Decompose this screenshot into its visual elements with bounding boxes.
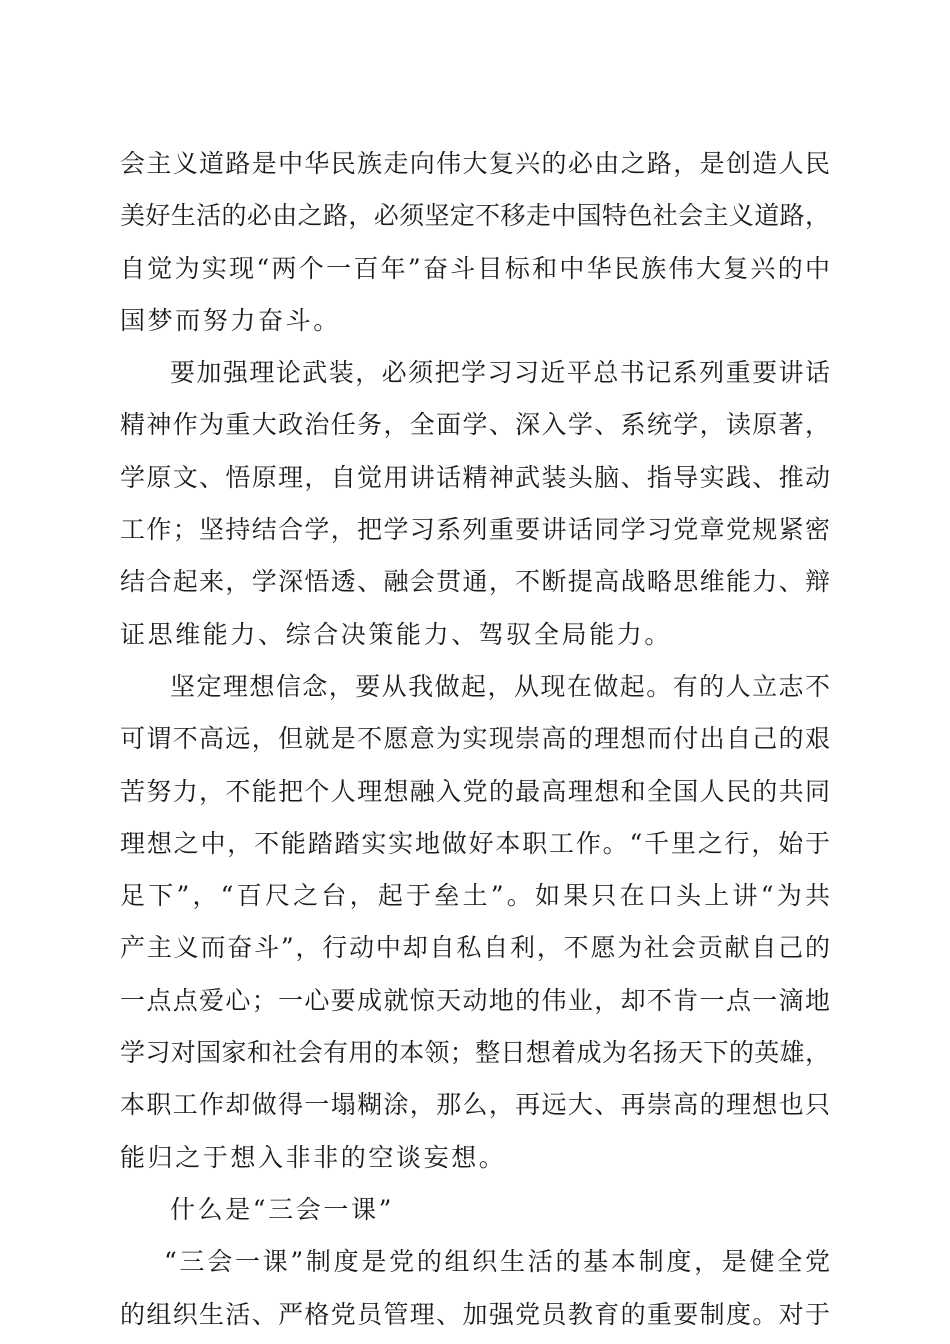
paragraph-2-line-4: 工作；坚持结合学，把学习系列重要讲话同学习党章党规紧密 <box>120 515 830 545</box>
paragraph-2-line-3: 学原文、悟原理，自觉用讲话精神武装头脑、指导实践、推动 <box>120 462 830 492</box>
section-heading: 什么是“三会一课” <box>170 1194 394 1224</box>
paragraph-2-line-6: 证思维能力、综合决策能力、驾驭全局能力。 <box>120 619 673 649</box>
paragraph-1-line-1: 会主义道路是中华民族走向伟大复兴的必由之路，是创造人民 <box>120 149 830 178</box>
paragraph-5-line-1: “三会一课”制度是党的组织生活的基本制度，是健全党 <box>164 1247 830 1277</box>
paragraph-3-line-8: 学习对国家和社会有用的本领；整日想着成为名扬天下的英雄， <box>120 1038 830 1068</box>
paragraph-2-line-5: 结合起来，学深悟透、融会贯通，不断提高战略思维能力、辩 <box>120 567 830 597</box>
paragraph-3-line-10: 能归之于想入非非的空谈妄想。 <box>120 1142 507 1172</box>
paragraph-3-line-9: 本职工作却做得一塌糊涂，那么，再远大、再崇高的理想也只 <box>120 1090 830 1120</box>
paragraph-3-line-5: 足下”，“百尺之台，起于垒土”。如果只在口头上讲“为共 <box>120 881 830 911</box>
paragraph-2-line-1: 要加强理论武装，必须把学习习近平总书记系列重要讲话 <box>170 358 830 388</box>
paragraph-3-line-3: 苦努力，不能把个人理想融入党的最高理想和全国人民的共同 <box>120 776 830 806</box>
paragraph-2-line-2: 精神作为重大政治任务，全面学、深入学、系统学，读原著， <box>120 410 830 440</box>
paragraph-1-line-3: 自觉为实现“两个一百年”奋斗目标和中华民族伟大复兴的中 <box>120 253 830 283</box>
paragraph-3-line-6: 产主义而奋斗”，行动中却自私自利，不愿为社会贡献自己的 <box>120 933 830 963</box>
paragraph-3-line-2: 可谓不高远，但就是不愿意为实现崇高的理想而付出自己的艰 <box>120 724 830 754</box>
paragraph-3-line-7: 一点点爱心；一心要成就惊天动地的伟业，却不肯一点一滴地 <box>120 985 830 1015</box>
paragraph-5-line-2: 的组织生活、严格党员管理、加强党员教育的重要制度。对于 <box>120 1299 830 1329</box>
paragraph-1-line-4: 国梦而努力奋斗。 <box>120 305 341 335</box>
paragraph-3-line-4: 理想之中，不能踏踏实实地做好本职工作。“千里之行，始于 <box>120 828 830 858</box>
paragraph-3-line-1: 坚定理想信念，要从我做起，从现在做起。有的人立志不 <box>170 671 830 701</box>
paragraph-1-line-2: 美好生活的必由之路，必须坚定不移走中国特色社会主义道路， <box>120 201 830 231</box>
document-body <box>120 138 830 1341</box>
